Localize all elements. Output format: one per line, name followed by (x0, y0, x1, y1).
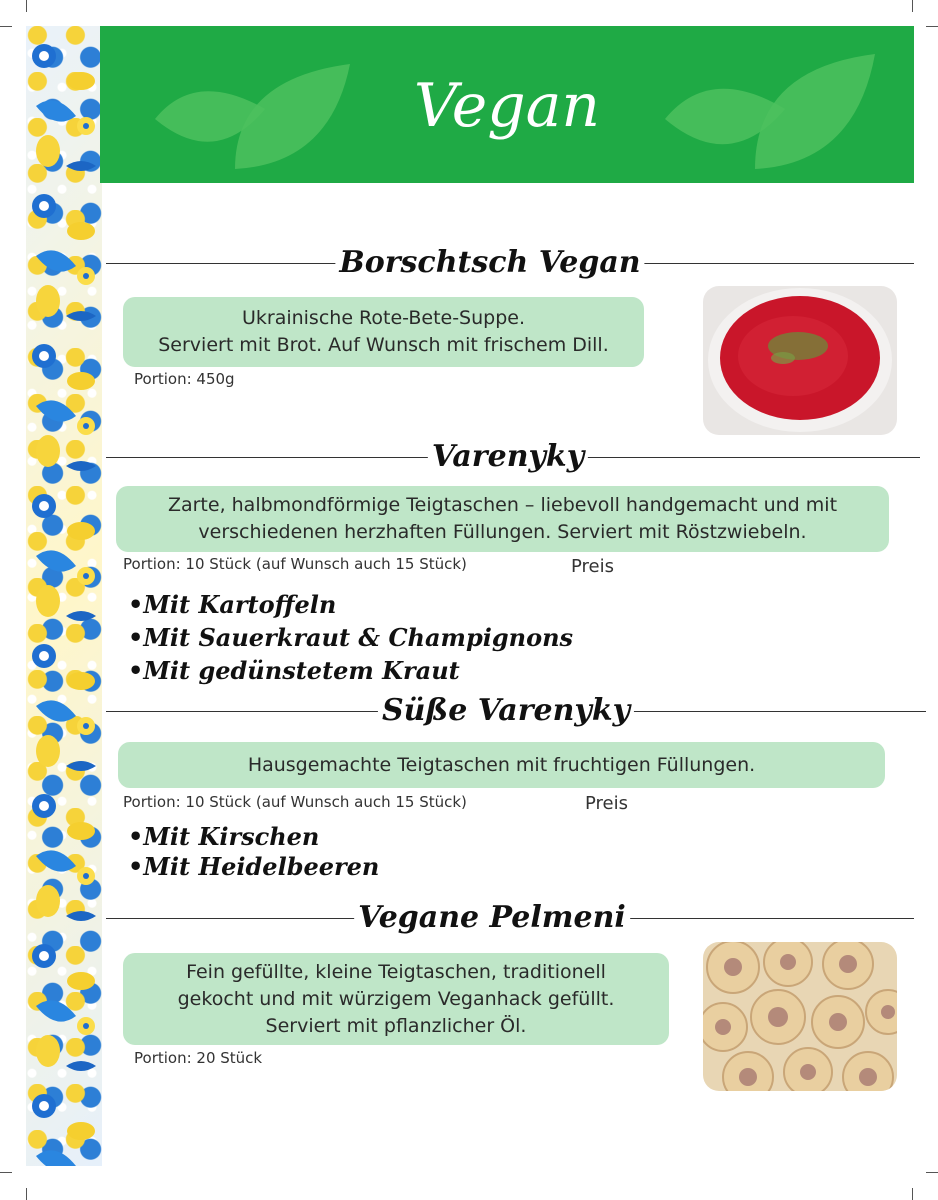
floral-border (26, 26, 102, 1166)
section-heading (106, 437, 920, 477)
list-item: •Mit Kartoffeln (128, 590, 337, 619)
crop-mark (0, 26, 12, 27)
dish-name: Borschtsch Vegan (335, 245, 644, 281)
dish-description: Ukrainische Rote-Bete-Suppe. Serviert mit Brot. Auf Wunsch mit frischem Dill. (123, 297, 644, 367)
dish-name: Vegane Pelmeni (354, 900, 630, 936)
dish-portion: Portion: 10 Stück (auf Wunsch auch 15 Stück) (123, 555, 467, 573)
price-label: Preis (585, 793, 628, 814)
crop-mark (912, 1188, 913, 1200)
section-heading (106, 691, 926, 731)
page-title: Vegan (413, 71, 601, 141)
list-item: •Mit gedünstetem Kraut (128, 656, 460, 685)
crop-mark (26, 1188, 27, 1200)
filling-list (128, 588, 573, 687)
dish-portion: Portion: 20 Stück (134, 1049, 263, 1067)
section-heading (106, 243, 914, 283)
crop-mark (0, 1172, 12, 1173)
list-item: •Mit Sauerkraut & Champignons (128, 623, 574, 652)
dish-portion: Portion: 10 Stück (auf Wunsch auch 15 Stück) (123, 793, 467, 811)
bowl-icon (703, 286, 897, 435)
filling-list (128, 822, 379, 882)
crop-mark (926, 1172, 938, 1173)
price-label: Preis (571, 556, 614, 577)
pelmeni-photo (703, 942, 897, 1091)
dish-description: Fein gefüllte, kleine Teigtaschen, traditionell gekocht und mit würzigem Veganhack gefüllt. Serviert mit pflanzlicher Öl. (123, 953, 669, 1045)
borscht-photo (703, 286, 897, 435)
section-heading (106, 898, 914, 938)
header-banner (100, 26, 914, 183)
dumplings-icon (703, 942, 897, 1091)
list-item: •Mit Heidelbeeren (128, 852, 380, 881)
dish-description: Zarte, halbmondförmige Teigtaschen – liebevoll handgemacht und mit verschiedenen herzhaften Füllungen. Serviert mit Röstzwiebeln. (116, 486, 889, 552)
dish-name: Varenyky (428, 439, 588, 475)
dish-portion: Portion: 450g (134, 370, 235, 388)
dish-name: Süße Varenyky (378, 693, 634, 729)
crop-mark (26, 0, 27, 12)
dish-description: Hausgemachte Teigtaschen mit fruchtigen Füllungen. (118, 742, 885, 788)
crop-mark (926, 26, 938, 27)
crop-mark (912, 0, 913, 12)
list-item: •Mit Kirschen (128, 822, 320, 851)
